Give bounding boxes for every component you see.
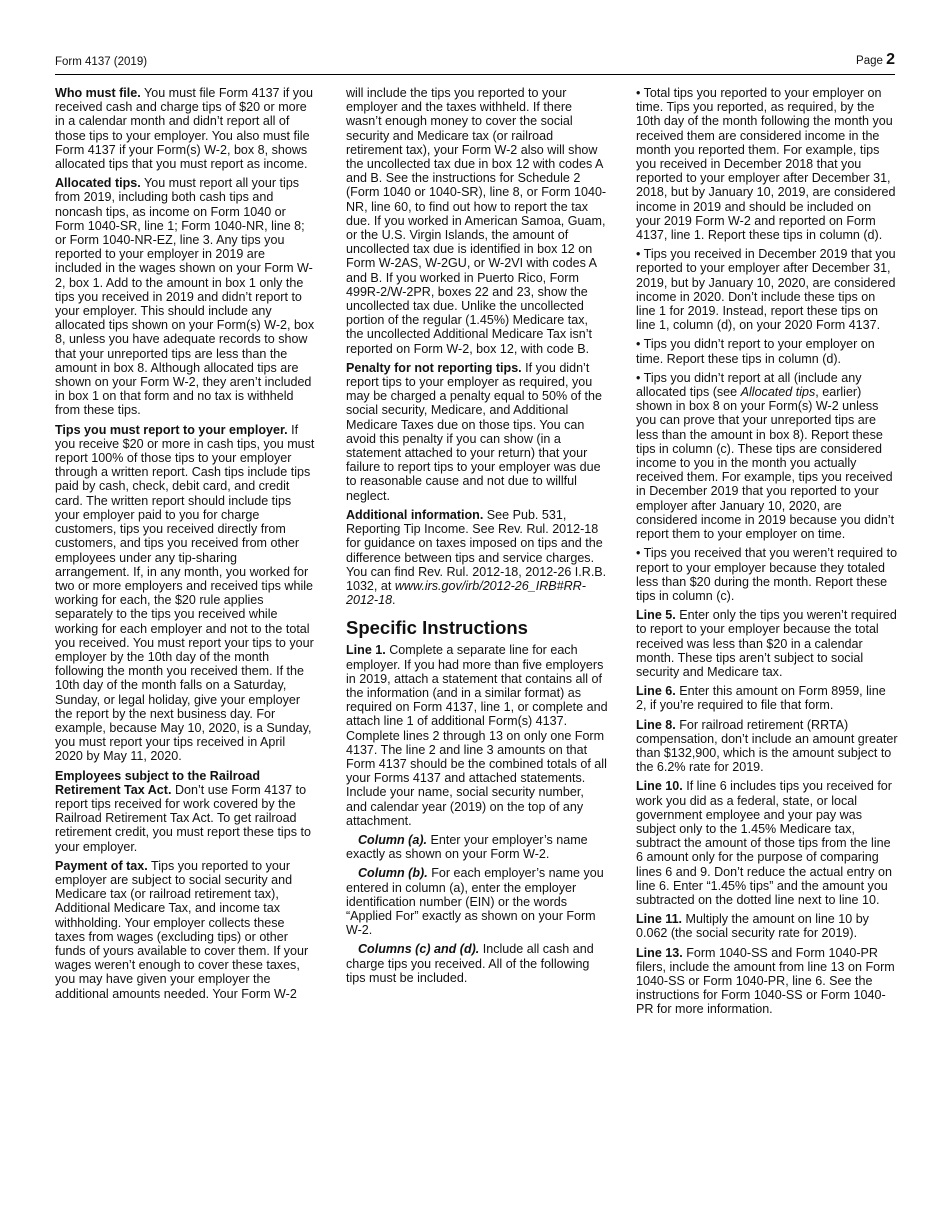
penalty-paragraph <box>346 361 608 503</box>
column-right <box>636 86 898 1022</box>
line13-paragraph <box>636 946 898 1017</box>
line6-paragraph <box>636 684 898 712</box>
bullet-under-20: • Tips you received that you weren’t required to report to your employer because they totaled less than $20 during the month. Report these tips in column (c). <box>636 546 898 603</box>
page-indicator <box>856 51 895 69</box>
payment-heading: Payment of tax. <box>55 858 148 873</box>
line1-text: Complete a separate line for each employer. If you had more than five employers in 2019, attach a statement that contains all of the information (and in a similar format) as required on Form 4137, line 1, or complete and attach line 1 of additional Form(s) 4137. Complete lines 2 through 13 on only one Form 4137. The line 2 and line 3 amounts on that Form 4137 should be the combined totals of all your Forms 4137 and attached statements. Include your name, social security number, and calendar year (2019) on the top of any attachment. <box>346 643 608 828</box>
payment-text: Tips you reported to your employer are subject to social security and Medicare tax (or railroad retirement tax), Additional Medicare Tax, and income tax withholding. Your employer collects these taxes from wages (excluding tips) or other funds of yours available to cover them. If your wages weren’t enough to cover these taxes, you may have given your employer the additional amounts needed. Your Form W-2 <box>55 858 309 1001</box>
penalty-text: If you didn’t report tips to your employer as required, you may be charged a penalty equal to 50% of the social security, Medicare, and Additional Medicare Taxes due on those tips. You can avoid this penalty if you can show (in a statement attached to your return) that your failure to report tips to your employer was due to reasonable cause and not due to willful neglect. <box>346 360 602 503</box>
columns-cd-heading: Columns (c) and (d). <box>358 942 480 957</box>
allocated-tips-text: You must report all your tips from 2019, including both cash tips and noncash tips, as income on Form 1040 or Form 1040-SR, line 1; Form 1040-NR, line 8; or Form 1040-NR-EZ, line 3. Any tips you reported to your employer in 2019 are included in the wages shown on your Form W-2, box 1. Add to the amount in box 1 only the tips you received in 2019 and didn’t report to your employer. This should include any allocated tips shown on your Form(s) W-2, box 8, unless you have adequate records to show that your unreported tips are less than the amount in box 8. Although allocated tips are shown on your Form W-2, they aren’t included in box 1 on that form and no tax is withheld from these tips. <box>55 176 315 418</box>
column-a-paragraph <box>346 833 608 861</box>
tips-report-heading: Tips you must report to your employer. <box>55 422 288 437</box>
page-header <box>55 51 895 75</box>
bullet-not-reported-b: , earlier) shown in box 8 on your Form(s) W-2 unless you can prove that your unreported tips are less than the amount in box 8). Report these tips in column (c). These tips are considered income to you in the month you actually received them. For example, tips you received in December 2019 that you reported to your employer after January 10, 2020, are considered income in 2019 because you didn’t report them to your employer on time. <box>636 385 895 542</box>
line13-heading: Line 13. <box>636 945 683 960</box>
columns-cd-text: Include all cash and charge tips you received. All of the following tips must be included. <box>346 942 594 985</box>
line5-text: Enter only the tips you weren’t required to report to your employer because the total received was less than $20 in a calendar month. These tips aren’t subject to social security and Medicare tax. <box>636 608 897 679</box>
line6-heading: Line 6. <box>636 684 676 699</box>
column-b-heading: Column (b). <box>358 866 428 881</box>
line1-paragraph <box>346 643 608 828</box>
line8-heading: Line 8. <box>636 717 676 732</box>
who-must-file-heading: Who must file. <box>55 86 141 100</box>
who-must-file-text: You must file Form 4137 if you received cash and charge tips of $20 or more in a calendar month and didn’t report all of those tips to your employer. You also must file Form 4137 if your Form(s) W-2, box 8, shows allocated tips that you must report as income. <box>55 86 313 172</box>
bullet-total-tips: • Total tips you reported to your employer on time. Tips you reported, as required, by the 10th day of the month following the month you received them are considered income in the month you reported them. For example, tips you received in December 2018 that you reported to your employer after December 31, 2018, but by January 10, 2019, are considered income in 2019 and should be included on your 2019 Form W-2 and reported on Form 4137, line 1. Report these tips in column (d). <box>636 86 896 243</box>
who-must-file-paragraph <box>55 86 315 171</box>
line11-text: Multiply the amount on line 10 by 0.062 (the social security rate for 2019). <box>636 912 869 941</box>
bullet-not-reported <box>636 371 898 541</box>
irs-link[interactable]: www.irs.gov/irb/2012-26_IRB#RR-2012-18 <box>346 578 586 608</box>
line8-text: For railroad retirement (RRTA) compensation, don’t include an amount greater than $132,900, which is the amount subject to the 6.2% rate for 2019. <box>636 717 898 775</box>
page-label: Page <box>856 55 883 67</box>
line1-heading: Line 1. <box>346 643 386 658</box>
payment-paragraph <box>55 859 315 1001</box>
payment-continued-paragraph: will include the tips you reported to your employer and the taxes withheld. If there wasn’t enough money to cover the social security and Medicare tax (or railroad retirement tax), your Form W-2 also will show the uncollected tax due in box 12 with codes A and B. See the instructions for Schedule 2 (Form 1040 or 1040-SR), line 8, or Form 1040-NR, line 60, to find out how to report the tax due. If you worked in American Samoa, Guam, or the U.S. Virgin Islands, the amount of uncollected tax due is identified in box 12 on Form W-2AS, W-2GU, or W-2VI with codes A and B. If you worked in Puerto Rico, Form 499R-2/W-2PR, boxes 22 and 23, show the uncollected tax due. Unlike the uncollected portion of the regular (1.45%) Medicare tax, the uncollected Additional Medicare Tax isn’t reported on Form W-2, box 12, with code B. <box>346 86 607 356</box>
specific-instructions-title: Specific Instructions <box>346 617 528 639</box>
additional-info-text: See Pub. 531, Reporting Tip Income. See Rev. Rul. 2012-18 for guidance on taxes imposed on tips and the difference between tips and service charges. You can find Rev. Rul. 2012-18, 2012-26 I.R.B. 1032, at <box>346 507 607 593</box>
allocated-tips-paragraph <box>55 176 315 417</box>
bullet-december-tips: • Tips you received in December 2019 that you reported to your employer after December 31, 2019, but by January 10, 2020, are considered income in 2020. Don’t include these tips on line 1 for 2019. Instead, report these tips on line 1, column (d), on your 2020 Form 4137. <box>636 247 896 333</box>
line8-paragraph <box>636 718 898 775</box>
line10-heading: Line 10. <box>636 779 683 794</box>
bullet-not-reported-a: • Tips you didn’t report at all (include any allocated tips (see <box>636 370 862 400</box>
line11-heading: Line 11. <box>636 912 683 927</box>
penalty-heading: Penalty for not reporting tips. <box>346 360 522 375</box>
column-middle <box>346 86 608 990</box>
allocated-tips-heading: Allocated tips. <box>55 176 141 191</box>
columns-cd-paragraph <box>346 942 608 985</box>
line5-heading: Line 5. <box>636 608 676 623</box>
page-number: 2 <box>886 51 895 68</box>
railroad-heading: Employees subject to the Railroad Retirement Tax Act. <box>55 768 260 797</box>
additional-info-end: . <box>392 593 396 608</box>
line13-text: Form 1040-SS and Form 1040-PR filers, include the amount from line 13 on Form 1040-SS or Form 1040-PR, line 6. See the instructions for Form 1040-SS or Form 1040-PR for more information. <box>636 945 895 1017</box>
bullet-not-on-time: • Tips you didn’t report to your employer on time. Report these tips in column (d). <box>636 337 875 366</box>
form-label: Form 4137 (2019) <box>55 56 148 68</box>
railroad-text: Don’t use Form 4137 to report tips received for work covered by the Railroad Retirement Tax Act. To get railroad retirement credit, you must report these tips to your employer. <box>55 782 311 854</box>
additional-info-heading: Additional information. <box>346 507 484 522</box>
column-left <box>55 86 315 1006</box>
column-a-text: Enter your employer’s name exactly as shown on your Form W-2. <box>346 832 588 862</box>
column-b-paragraph <box>346 866 608 937</box>
column-a-heading: Column (a). <box>358 832 428 847</box>
line10-paragraph <box>636 779 898 907</box>
railroad-paragraph <box>55 769 315 854</box>
line6-text: Enter this amount on Form 8959, line 2, if you’re required to file that form. <box>636 684 886 713</box>
line5-paragraph <box>636 608 898 679</box>
column-b-text: For each employer’s name you entered in column (a), enter the employer identification number (EIN) or the words “Applied For” exactly as shown on your Form W-2. <box>346 866 604 938</box>
line11-paragraph <box>636 912 898 940</box>
allocated-tips-reference: Allocated tips <box>740 385 816 400</box>
tips-report-text: If you receive $20 or more in cash tips, you must report 100% of those tips to your employer through a written report. Cash tips include tips paid by cash, check, debit card, and credit card. The written report should include tips your employer paid to you for charge customers, tips you received directly from customers, and tips you received from other employees under any tip-sharing arrangement. If, in any month, you worked for two or more employers and received tips while working for each, the $20 rule applies separately to the tips you received while working for each employer and not to the total you received. You must report your tips to your employer by the 10th day of the month following the month you received them. If the 10th day of the month falls on a Saturday, Sunday, or legal holiday, give your employer the report by the next business day. For example, because May 10, 2020, is a Sunday, you must report your tips received in April 2020 by May 11, 2020. <box>55 422 315 764</box>
tips-report-paragraph <box>55 423 315 764</box>
line10-text: If line 6 includes tips you received for work you did as a federal, state, or local government employee and your pay was subject only to the 1.45% Medicare tax, subtract the amount of those tips from the line 6 amount only for the purpose of comparing lines 6 and 9. Don’t reduce the actual entry on line 6. Enter “1.45% tips” and the amount you subtracted on the dotted line next to line 10. <box>636 779 892 907</box>
additional-info-paragraph <box>346 508 608 607</box>
